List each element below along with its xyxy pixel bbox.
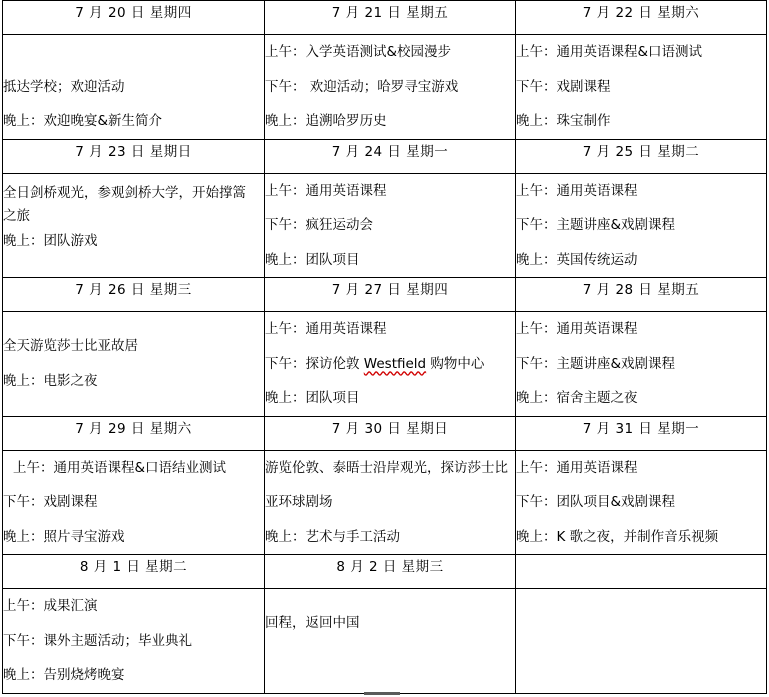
date-cell: 8 月 2 日 星期三: [265, 555, 516, 589]
date-cell: 7 月 29 日 星期六: [3, 416, 265, 450]
day-activities: [265, 312, 516, 417]
activity-line: [3, 312, 264, 329]
activity-line: 晚上：艺术与手工活动: [265, 528, 400, 545]
date-cell: 8 月 1 日 星期二: [3, 555, 265, 589]
day-activities: [516, 173, 767, 278]
activity-line: 下午： 欢迎活动；哈罗寻宝游戏: [265, 78, 459, 95]
activity-line: 下午：疯狂运动会: [265, 217, 373, 233]
date-cell: 7 月 21 日 星期五: [265, 1, 516, 35]
day-activities: [265, 589, 516, 694]
day-activities-empty: [516, 589, 767, 694]
activity-line: 晚上：欢迎晚宴&新生简介: [3, 113, 163, 129]
activity-line: 下午：团队项目&戏剧课程: [516, 494, 676, 510]
activity-line: 晚上：照片寻宝游戏: [3, 528, 125, 545]
activity-line: 晚上：珠宝制作: [516, 113, 611, 129]
activity-line: 上午：通用英语课程: [265, 321, 387, 337]
activity-row: [3, 589, 767, 694]
activity-line: 下午：戏剧课程: [516, 78, 611, 95]
activity-line: 抵达学校；欢迎活动: [3, 78, 125, 95]
date-cell: 7 月 20 日 星期四: [3, 1, 265, 35]
date-cell: 7 月 23 日 星期日: [3, 139, 265, 173]
date-cell: 7 月 22 日 星期六: [516, 1, 767, 35]
activity-line: 回程，返回中国: [265, 615, 360, 631]
page-nav-indicator: [364, 692, 400, 695]
spellcheck-underline-word: Westfield: [363, 355, 427, 372]
date-cell: 7 月 27 日 星期四: [265, 278, 516, 312]
activity-line: 上午：通用英语课程: [265, 182, 387, 199]
activity-line: 晚上：告别烧烤晚宴: [3, 667, 125, 683]
activity-line: 晚上：K 歌之夜，并制作音乐视频: [516, 528, 719, 545]
activity-line: 晚上：宿舍主题之夜: [516, 390, 638, 406]
day-activities: [3, 35, 265, 140]
day-activities: [3, 173, 265, 278]
activity-line: 上午：入学英语测试&校园漫步: [265, 44, 452, 60]
date-cell: 7 月 26 日 星期三: [3, 278, 265, 312]
day-activities: [265, 35, 516, 140]
date-row: [3, 1, 767, 35]
schedule-table: [2, 0, 767, 694]
date-row: [3, 555, 767, 589]
activity-line: 下午：戏剧课程: [3, 494, 98, 510]
activity-line: 上午：通用英语课程&口语结业测试: [13, 459, 227, 476]
day-activities: [3, 450, 265, 555]
day-activities: [516, 312, 767, 417]
day-activities: [516, 35, 767, 140]
activity-line: 上午：通用英语课程: [516, 182, 638, 199]
date-row: [3, 416, 767, 450]
activity-row: [3, 173, 767, 278]
activity-line: 上午：通用英语课程&口语测试: [516, 44, 703, 60]
activity-row: [3, 312, 767, 417]
day-activities: [3, 312, 265, 417]
activity-line: 晚上：团队项目: [265, 390, 360, 406]
activity-line: 晚上：追溯哈罗历史: [265, 113, 387, 129]
activity-line: 上午：成果汇演: [3, 598, 98, 614]
date-cell: 7 月 24 日 星期一: [265, 139, 516, 173]
activity-line: 上午：通用英语课程: [516, 321, 638, 337]
activity-line: 晚上：团队游戏: [3, 232, 98, 249]
activity-line: 晚上：团队项目: [265, 251, 360, 268]
activity-line: 晚上：电影之夜: [3, 372, 98, 389]
date-row: [3, 278, 767, 312]
activity-line: 晚上：英国传统运动: [516, 251, 638, 268]
activity-paragraph: 全日剑桥观光，参观剑桥大学，开始撑篙之旅: [3, 184, 246, 224]
day-activities: [516, 450, 767, 555]
activity-line: 全天游览莎士比亚故居: [3, 338, 138, 354]
date-cell-empty: [516, 555, 767, 589]
date-cell: 7 月 28 日 星期五: [516, 278, 767, 312]
day-activities: [265, 173, 516, 278]
date-cell: 7 月 31 日 星期一: [516, 416, 767, 450]
activity-line: 下午：主题讲座&戏剧课程: [516, 355, 676, 372]
activity-line: 下午：主题讲座&戏剧课程: [516, 217, 676, 233]
day-activities: [3, 589, 265, 694]
date-cell: 7 月 25 日 星期二: [516, 139, 767, 173]
activity-line: [265, 589, 515, 606]
activity-paragraph: 游览伦敦、泰晤士沿岸观光，探访莎士比亚环球剧场: [265, 459, 508, 510]
activity-line: 下午：探访伦敦 Westfield 购物中心: [265, 355, 485, 372]
date-row: [3, 139, 767, 173]
activity-row: [3, 35, 767, 140]
activity-line: 上午：通用英语课程: [516, 459, 638, 476]
activity-line: 下午：课外主题活动；毕业典礼: [3, 632, 192, 649]
activity-line: [3, 35, 264, 70]
activity-row: [3, 450, 767, 555]
day-activities: [265, 450, 516, 555]
date-cell: 7 月 30 日 星期日: [265, 416, 516, 450]
